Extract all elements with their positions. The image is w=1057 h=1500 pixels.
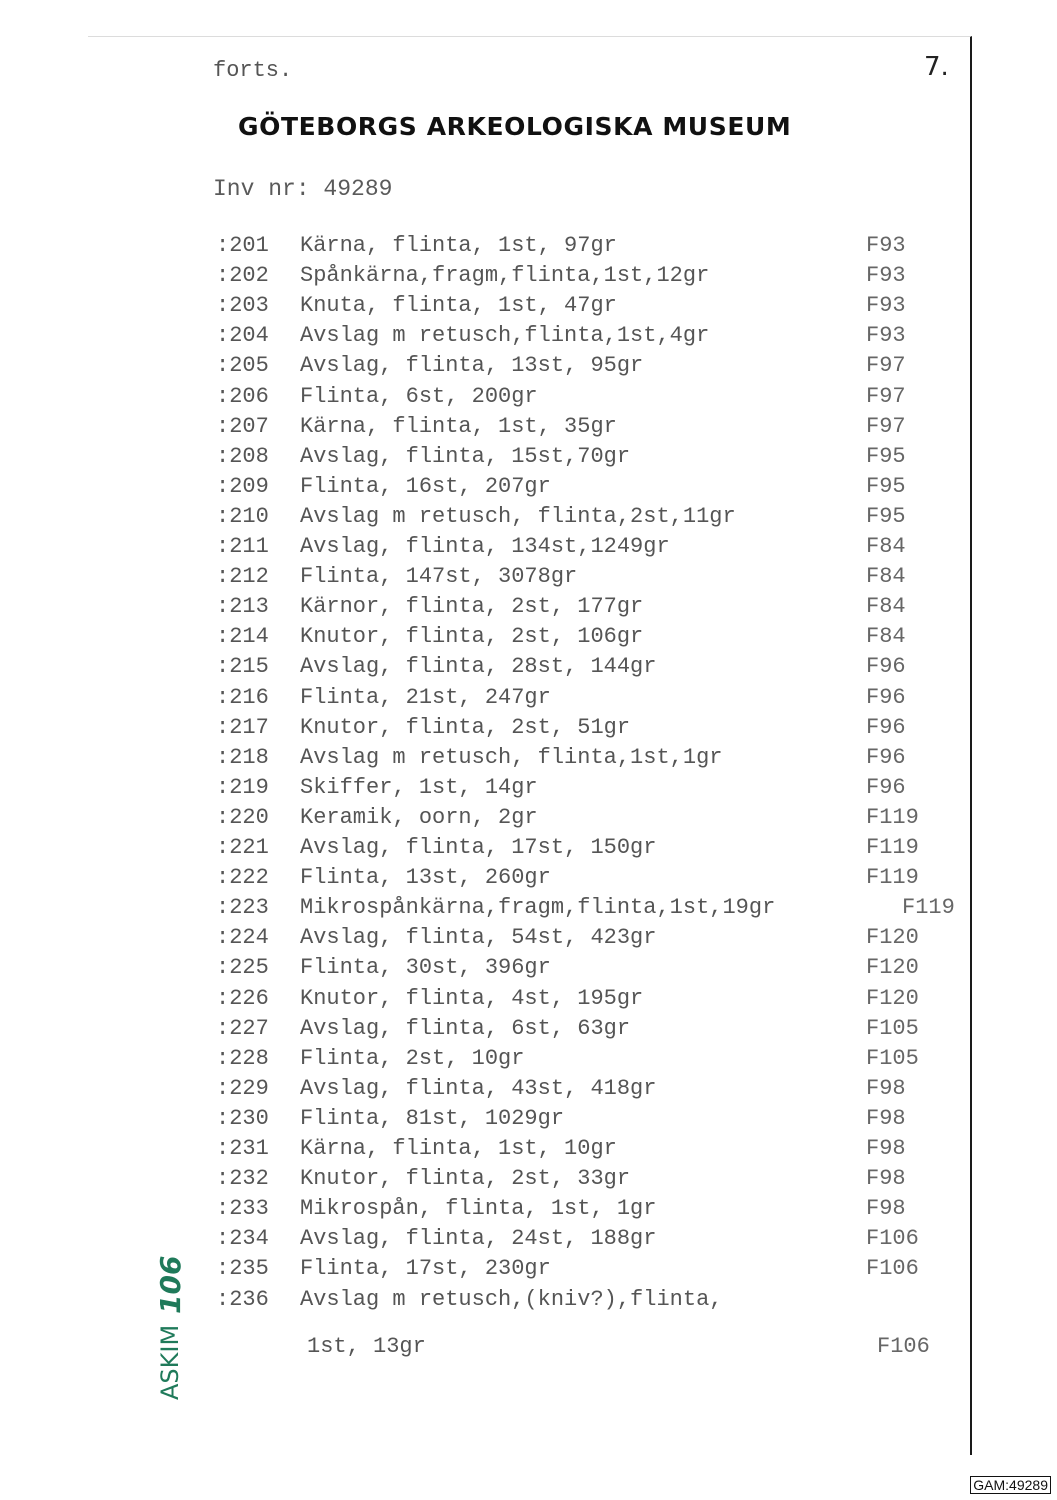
entry-number: :212	[216, 564, 269, 589]
entry-find-code: F84	[866, 624, 906, 649]
entry-row	[0, 744, 1057, 772]
entry-number: :217	[216, 715, 269, 740]
entry-row	[0, 864, 1057, 892]
entry-find-code: F84	[866, 594, 906, 619]
entry-row	[0, 232, 1057, 260]
entry-row	[0, 924, 1057, 952]
entry-number: :224	[216, 925, 269, 950]
entry-number: :220	[216, 805, 269, 830]
entry-row	[0, 985, 1057, 1013]
entry-description: Avslag, flinta, 15st,70gr	[300, 444, 631, 469]
entry-row	[0, 383, 1057, 411]
entry-description: Avslag, flinta, 13st, 95gr	[300, 353, 644, 378]
entry-find-code: F96	[866, 654, 906, 679]
entry-description: Flinta, 13st, 260gr	[300, 865, 551, 890]
entry-description: Kärna, flinta, 1st, 35gr	[300, 414, 617, 439]
entry-description: Flinta, 17st, 230gr	[300, 1256, 551, 1281]
askim-stamp-number: 106	[154, 1255, 187, 1314]
entry-find-code: F98	[866, 1166, 906, 1191]
entry-find-code: F93	[866, 263, 906, 288]
entry-description: Flinta, 147st, 3078gr	[300, 564, 578, 589]
entry-find-code: F120	[866, 955, 919, 980]
entry-find-code: F95	[866, 444, 906, 469]
entry-number: :218	[216, 745, 269, 770]
entry-description: Knutor, flinta, 2st, 106gr	[300, 624, 644, 649]
entry-number: :233	[216, 1196, 269, 1221]
entry-description: Knuta, flinta, 1st, 47gr	[300, 293, 617, 318]
continuation-note: forts.	[213, 58, 293, 83]
entry-row	[0, 774, 1057, 802]
askim-stamp-word: ASKIM	[156, 1324, 184, 1400]
entry-number: :207	[216, 414, 269, 439]
entry-number: :209	[216, 474, 269, 499]
entry-find-code: F98	[866, 1076, 906, 1101]
entry-description: Avslag, flinta, 43st, 418gr	[300, 1076, 657, 1101]
entry-row	[0, 1135, 1057, 1163]
entry-row	[0, 1045, 1057, 1073]
entry-row	[0, 322, 1057, 350]
entry-description: Avslag m retusch,flinta,1st,4gr	[300, 323, 710, 348]
entry-row	[0, 714, 1057, 742]
entry-description: Avslag, flinta, 6st, 63gr	[300, 1016, 631, 1041]
entry-number: :234	[216, 1226, 269, 1251]
entry-row	[0, 623, 1057, 651]
entry-find-code: F93	[866, 323, 906, 348]
entry-description: Avslag m retusch,(kniv?),flinta,	[300, 1287, 723, 1312]
entry-find-code: F119	[866, 865, 919, 890]
askim-stamp	[148, 1232, 188, 1402]
entry-description: Kärna, flinta, 1st, 97gr	[300, 233, 617, 258]
entry-description: Knutor, flinta, 4st, 195gr	[300, 986, 644, 1011]
entry-find-code: F84	[866, 564, 906, 589]
entry-row	[0, 1075, 1057, 1103]
inventory-number: Inv nr: 49289	[213, 176, 393, 202]
entry-find-code: F96	[866, 685, 906, 710]
entry-find-code: F98	[866, 1196, 906, 1221]
entry-find-code: F93	[866, 233, 906, 258]
entry-description: Keramik, oorn, 2gr	[300, 805, 538, 830]
entry-description: Kärna, flinta, 1st, 10gr	[300, 1136, 617, 1161]
entry-find-code: F97	[866, 414, 906, 439]
entry-description: Kärnor, flinta, 2st, 177gr	[300, 594, 644, 619]
entry-number: :231	[216, 1136, 269, 1161]
entry-row	[0, 292, 1057, 320]
entry-find-code: F97	[866, 384, 906, 409]
entry-find-code: F106	[866, 1226, 919, 1251]
entry-description: Avslag, flinta, 134st,1249gr	[300, 534, 670, 559]
entry-description: Knutor, flinta, 2st, 33gr	[300, 1166, 631, 1191]
entry-row	[0, 804, 1057, 832]
entry-find-code: F95	[866, 504, 906, 529]
page-number: 7.	[924, 52, 949, 82]
entry-find-code: F105	[866, 1016, 919, 1041]
entry-row	[0, 1105, 1057, 1133]
entry-row	[0, 684, 1057, 712]
entry-find-code: F96	[866, 715, 906, 740]
entry-number: :228	[216, 1046, 269, 1071]
archive-id: GAM:49289	[970, 1476, 1051, 1494]
entry-find-code: F106	[866, 1256, 919, 1281]
entry-description: Flinta, 6st, 200gr	[300, 384, 538, 409]
entry-find-code: F97	[866, 353, 906, 378]
entry-row	[0, 533, 1057, 561]
entry-description: Avslag, flinta, 28st, 144gr	[300, 654, 657, 679]
entry-row	[0, 473, 1057, 501]
entry-number: :213	[216, 594, 269, 619]
entry-description: Avslag, flinta, 17st, 150gr	[300, 835, 657, 860]
entry-number: :206	[216, 384, 269, 409]
entry-number: :214	[216, 624, 269, 649]
entry-row	[0, 1165, 1057, 1193]
entry-row	[0, 1015, 1057, 1043]
entry-row	[0, 894, 1057, 922]
entry-description: Flinta, 81st, 1029gr	[300, 1106, 565, 1131]
entry-number: :211	[216, 534, 269, 559]
entry-description: Avslag, flinta, 54st, 423gr	[300, 925, 657, 950]
entry-find-code: F120	[866, 925, 919, 950]
entry-description: Spånkärna,fragm,flinta,1st,12gr	[300, 263, 710, 288]
entry-find-code: F98	[866, 1106, 906, 1131]
entry-row	[0, 593, 1057, 621]
entry-find-code: F98	[866, 1136, 906, 1161]
entry-number: :205	[216, 353, 269, 378]
entry-description: Mikrospån, flinta, 1st, 1gr	[300, 1196, 657, 1221]
entry-row	[0, 352, 1057, 380]
entry-description: Knutor, flinta, 2st, 51gr	[300, 715, 631, 740]
entry-number: :236	[216, 1287, 269, 1312]
entry-description: Avslag m retusch, flinta,2st,11gr	[300, 504, 736, 529]
entry-236-code: F106	[877, 1334, 930, 1359]
entry-number: :222	[216, 865, 269, 890]
entry-find-code: F96	[866, 745, 906, 770]
entry-description: Skiffer, 1st, 14gr	[300, 775, 538, 800]
entry-number: :227	[216, 1016, 269, 1041]
entry-236-continuation: 1st, 13gr	[307, 1334, 426, 1359]
entry-description: Flinta, 16st, 207gr	[300, 474, 551, 499]
entry-find-code: F95	[866, 474, 906, 499]
entry-find-code: F120	[866, 986, 919, 1011]
entry-number: :219	[216, 775, 269, 800]
entry-row	[0, 834, 1057, 862]
entry-find-code: F93	[866, 293, 906, 318]
entry-number: :210	[216, 504, 269, 529]
entry-number: :202	[216, 263, 269, 288]
entry-number: :226	[216, 986, 269, 1011]
entry-number: :221	[216, 835, 269, 860]
entry-row	[0, 443, 1057, 471]
entry-row	[0, 413, 1057, 441]
entry-description: Avslag m retusch, flinta,1st,1gr	[300, 745, 723, 770]
entry-number: :208	[216, 444, 269, 469]
entry-number: :204	[216, 323, 269, 348]
entry-row	[0, 503, 1057, 531]
entry-row	[0, 1195, 1057, 1223]
entry-number: :203	[216, 293, 269, 318]
entry-find-code: F119	[902, 895, 955, 920]
museum-title: GÖTEBORGS ARKEOLOGISKA MUSEUM	[238, 112, 792, 141]
entry-number: :235	[216, 1256, 269, 1281]
entry-find-code: F84	[866, 534, 906, 559]
entry-row	[0, 563, 1057, 591]
entry-find-code: F119	[866, 805, 919, 830]
entry-number: :215	[216, 654, 269, 679]
entry-row	[0, 262, 1057, 290]
entry-number: :216	[216, 685, 269, 710]
entry-find-code: F105	[866, 1046, 919, 1071]
entry-find-code: F119	[866, 835, 919, 860]
entry-number: :225	[216, 955, 269, 980]
entry-number: :201	[216, 233, 269, 258]
entry-find-code: F96	[866, 775, 906, 800]
entry-number: :223	[216, 895, 269, 920]
entry-number: :232	[216, 1166, 269, 1191]
entry-description: Flinta, 2st, 10gr	[300, 1046, 525, 1071]
entry-row	[0, 954, 1057, 982]
entry-description: Flinta, 21st, 247gr	[300, 685, 551, 710]
entry-description: Avslag, flinta, 24st, 188gr	[300, 1226, 657, 1251]
entry-description: Flinta, 30st, 396gr	[300, 955, 551, 980]
entry-description: Mikrospånkärna,fragm,flinta,1st,19gr	[300, 895, 776, 920]
entry-number: :230	[216, 1106, 269, 1131]
entry-number: :229	[216, 1076, 269, 1101]
entry-row	[0, 653, 1057, 681]
